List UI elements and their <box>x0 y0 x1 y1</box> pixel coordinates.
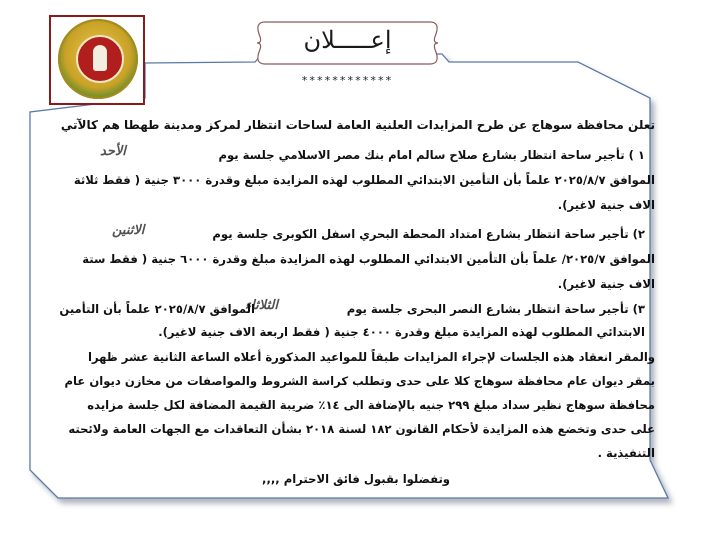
item-2-line-3: الاف جنية لاغير). <box>557 277 655 291</box>
signoff-text: وتفضلوا بقبول فائق الاحترام ,,,, <box>262 472 450 486</box>
page-title: إعـــــلان <box>303 26 392 54</box>
title-stars: ************ <box>301 74 393 87</box>
item-3-line-2: الابتدائي المطلوب لهذه المزايدة مبلغ وقدرة ٤٠٠٠ جنية ( فقط اربعة الاف جنية لاغير). <box>158 325 645 339</box>
item-2-line-1: ٢) تأجير ساحة انتظار بشارع امتداد المحطة البحري اسفل الكوبرى جلسة يوم <box>212 227 645 241</box>
item-1-line-3: الاف جنية لاغير). <box>557 198 655 212</box>
item-2-line-2: الموافق ٢٠٢٥/٧/ علماً بأن التأمين الابتدائي المطلوب لهذه المزايدة مبلغ وقدرة ٦٠٠٠ جنية ( فقط ستة <box>82 252 655 266</box>
item-3-handwritten-day: الثلاثاء <box>245 298 278 313</box>
item-1-line-1: ١ ) تأجير ساحة انتظار بشارع صلاح سالم امام بنك مصر الاسلامي جلسة يوم <box>218 148 645 162</box>
governorate-seal-logo <box>49 15 145 105</box>
closing-line-2: بمقر ديوان عام محافظة سوهاج كلا على حدى وتطلب كراسة الشروط والمواصفات من مخازن ديوان عام <box>64 374 655 388</box>
item-3-line-1: ٣) تأجير ساحة انتظار بشارع النصر البحرى جلسة يوم <box>346 302 645 316</box>
closing-line-3: محافظة سوهاج نظير سداد مبلغ ٢٩٩ جنيه بالإضافة الى ١٤٪ ضريبة القيمة المضافة لكل جلسة مزايده <box>87 398 655 412</box>
item-3-line-1b: الموافق ٢٠٢٥/٨/٧ علماً بأن التأمين <box>59 302 255 316</box>
item-2-handwritten-day: الاثنين <box>112 223 145 238</box>
closing-line-4: على حدى وتخضع هذه المزايدة لأحكام القانون ١٨٢ لسنة ٢٠١٨ بشأن التعاقدات مع الجهات العامة ولائحته <box>68 422 655 436</box>
closing-line-1: والمقر انعقاد هذه الجلسات لإجراء المزايدات طبقاً للمواعيد المذكورة أعلاه الساعة الثانية عشر ظهرا <box>87 350 655 364</box>
intro-text: تعلن محافظة سوهاج عن طرح المزايدات العلنية العامة لساحات انتظار لمركز ومدينة طهطا هم كالآتي <box>60 118 655 132</box>
item-1-handwritten-day: الأحد <box>100 144 126 159</box>
seal-emblem-icon <box>58 19 138 99</box>
item-1-line-2: الموافق ٢٠٢٥/٨/٧ علماً بأن التأمين الابتدائي المطلوب لهذه المزايدة مبلغ وقدرة ٣٠٠٠ جنية ( فقط ثلاثة <box>73 173 655 187</box>
closing-line-5: التنفيذية . <box>597 446 655 460</box>
